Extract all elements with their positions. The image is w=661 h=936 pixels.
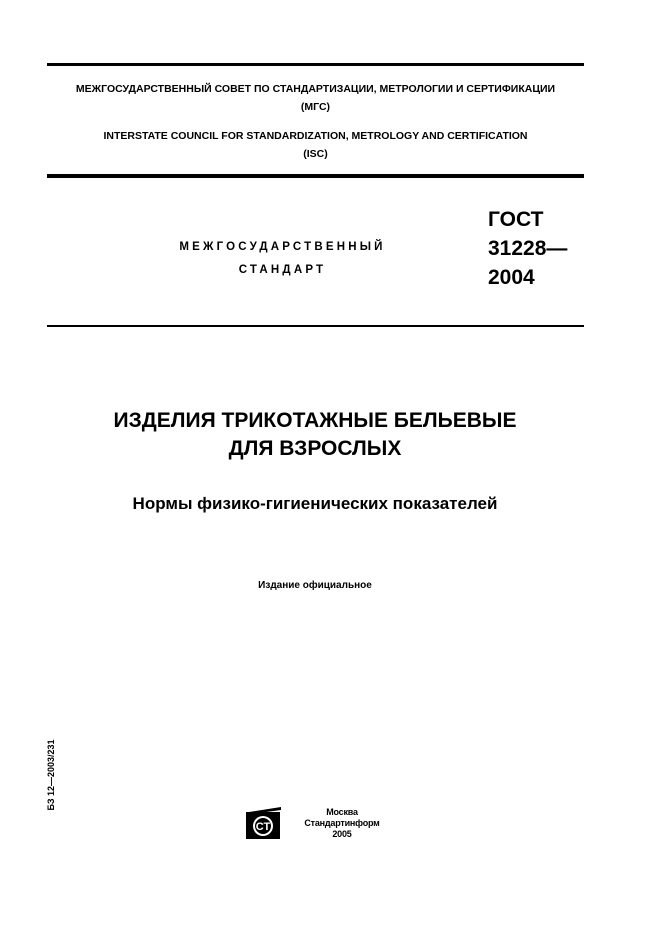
council-abbr-en: (ISC): [303, 148, 328, 160]
document-title-line1: ИЗДЕЛИЯ ТРИКОТАЖНЫЕ БЕЛЬЕВЫЕ: [113, 409, 517, 432]
publisher-info: [292, 807, 392, 840]
document-subtitle: Нормы физико-гигиенических показателей: [132, 494, 498, 513]
publisher-city: Москва: [326, 807, 358, 817]
standard-type-line1: МЕЖГОСУДАРСТВЕННЫЙ: [179, 241, 386, 253]
gost-designation: [488, 205, 567, 292]
publisher-name: Стандартинформ: [304, 818, 380, 828]
gost-label: ГОСТ: [488, 208, 544, 231]
gost-number: 31228—: [488, 237, 568, 260]
council-name-en-text: INTERSTATE COUNCIL FOR STANDARDIZATION, METROLOGY AND CERTIFICATION: [103, 130, 528, 142]
document-title-line2: ДЛЯ ВЗРОСЛЫХ: [228, 437, 402, 460]
council-name-ru: [47, 80, 584, 116]
publisher-year: 2005: [332, 829, 352, 839]
standard-type: [150, 236, 415, 282]
side-code-text: БЗ 12—2003/231: [46, 739, 56, 811]
lower-rule: [47, 325, 584, 327]
publisher-logo-text: СТ: [255, 821, 271, 833]
publisher-logo-icon: [245, 806, 283, 840]
gost-year: 2004: [488, 266, 535, 289]
council-name-ru-text: МЕЖГОСУДАРСТВЕННЫЙ СОВЕТ ПО СТАНДАРТИЗАЦИИ, МЕТРОЛОГИИ И СЕРТИФИКАЦИИ: [75, 83, 556, 95]
middle-rule: [47, 174, 584, 178]
council-name-en: [47, 127, 584, 163]
top-rule: [47, 63, 584, 66]
standard-type-line2: СТАНДАРТ: [238, 264, 327, 276]
council-abbr-ru: (МГС): [300, 101, 331, 113]
document-title: [60, 407, 570, 463]
edition-note: Издание официальное: [258, 580, 372, 591]
